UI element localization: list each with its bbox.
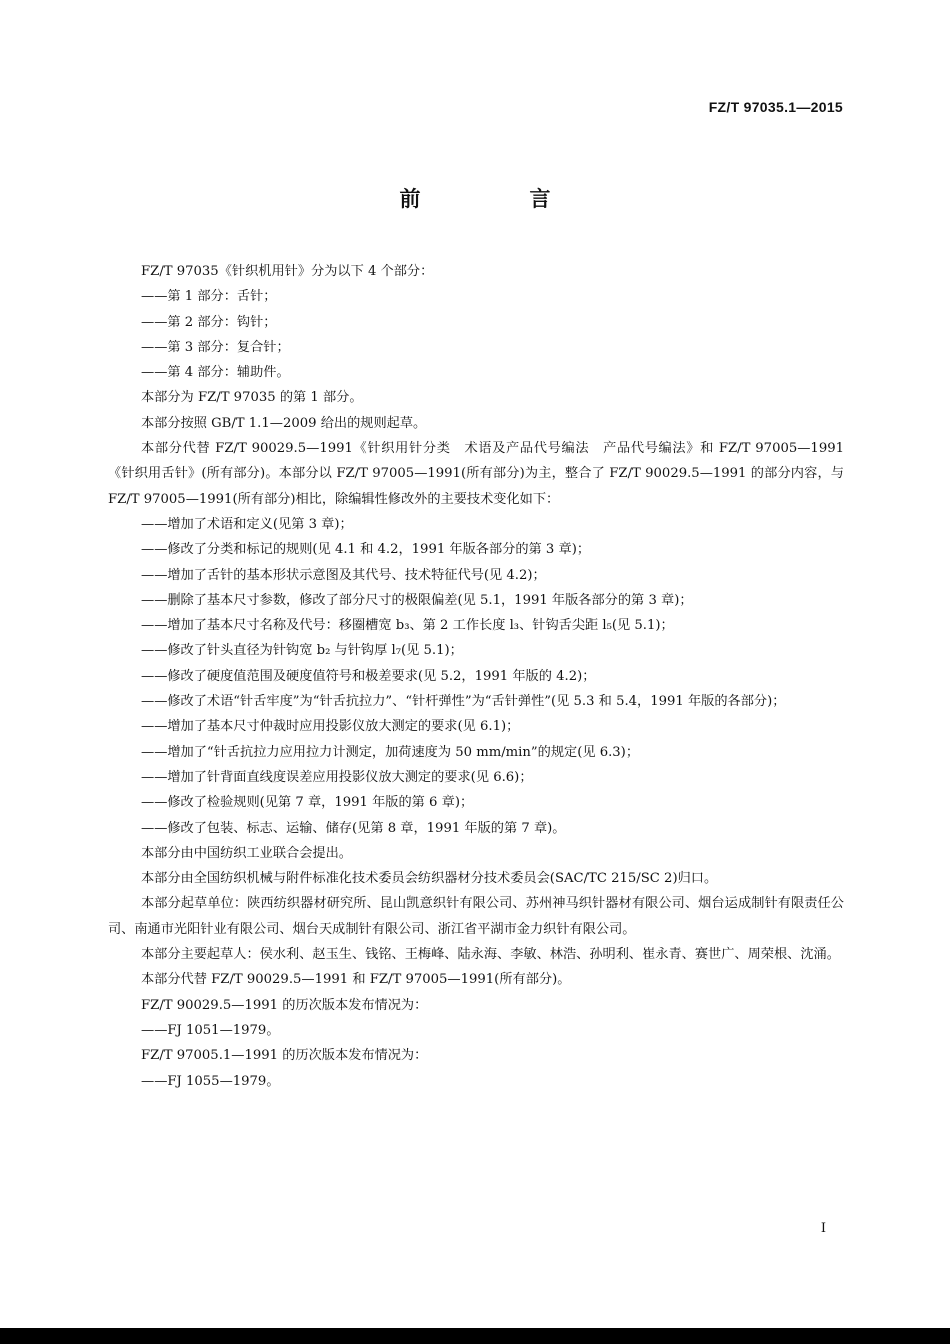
- list-item: ——增加了针背面直线度误差应用投影仪放大测定的要求(见 6.6)；: [141, 769, 533, 785]
- paragraph: 本部分由全国纺织机械与附件标准化技术委员会纺织器材分技术委员会(SAC/TC 215/SC 2)归口。: [141, 871, 718, 887]
- list-item: ——增加了基本尺寸名称及代号：移圈槽宽 b₃、第 2 工作长度 l₃、针钩舌尖距 l₅(见 5.1)；: [141, 618, 674, 634]
- list-item: ——修改了硬度值范围及硬度值符号和极差要求(见 5.2，1991 年版的 4.2)；: [141, 668, 596, 684]
- paragraph: 本部分起草单位：陕西纺织器材研究所、昆山凯意织针有限公司、苏州神马织针器材有限公司、烟台运成制针有限责任公司、南通市光阳针业有限公司、烟台天成制针有限公司、浙江省平湖市金力织针有限公司。: [108, 896, 844, 937]
- list-item: ——修改了检验规则(见第 7 章，1991 年版的第 6 章)；: [141, 795, 474, 811]
- list-item: ——第 3 部分：复合针；: [141, 339, 290, 355]
- paragraph: 本部分按照 GB/T 1.1—2009 给出的规则起草。: [141, 415, 427, 431]
- list-item: ——修改了术语“针舌牢度”为“针舌抗拉力”、“针杆弹性”为“舌针弹性”(见 5.3 和 5.4，1991 年版的各部分)；: [141, 694, 786, 710]
- list-item: ——第 1 部分：舌针；: [141, 289, 277, 305]
- list-item: ——修改了针头直径为针钩宽 b₂ 与针钩厚 l₇(见 5.1)；: [141, 643, 463, 659]
- paragraph: FZ/T 97035《针织机用针》分为以下 4 个部分：: [141, 264, 434, 279]
- paragraph: 本部分代替 FZ/T 90029.5—1991 和 FZ/T 97005—1991(所有部分)。: [141, 972, 571, 988]
- paragraph: 本部分为 FZ/T 97035 的第 1 部分。: [141, 390, 363, 406]
- list-item: ——第 2 部分：钩针；: [141, 314, 277, 330]
- list-item: ——第 4 部分：辅助件。: [141, 365, 290, 381]
- paragraph: FZ/T 97005.1—1991 的历次版本发布情况为：: [141, 1048, 428, 1064]
- page-title: 前 言: [399, 187, 595, 211]
- list-item: ——FJ 1051—1979。: [141, 1022, 280, 1038]
- list-item: ——FJ 1055—1979。: [141, 1073, 280, 1089]
- paragraph: 本部分主要起草人：侯水利、赵玉生、钱铭、王梅峰、陆永海、李敏、林浩、孙明利、崔永青、赛世广、周荣根、沈涌。: [141, 947, 840, 963]
- list-item: ——增加了舌针的基本形状示意图及其代号、技术特征代号(见 4.2)；: [141, 567, 546, 583]
- list-item: ——增加了“针舌抗拉力应用拉力计测定，加荷速度为 50 mm/min”的规定(见 6.3)；: [141, 744, 640, 760]
- list-item: ——修改了分类和标记的规则(见 4.1 和 4.2，1991 年版各部分的第 3 章)；: [141, 542, 591, 558]
- paragraph: 本部分代替 FZ/T 90029.5—1991《针织用针分类 术语及产品代号编法 产品代号编法》和 FZ/T 97005—1991《针织用舌针》(所有部分)。本部分以 FZ/T 97005—1991(所有部分)为主，整合了 FZ/T 90029.5—1991 的部分内容，与 FZ/T 97005—1991(所有部分)相比，除编辑性修改外的主要技术变化如下：: [108, 441, 844, 507]
- foreword-body: [108, 259, 844, 1094]
- list-item: ——增加了基本尺寸仲裁时应用投影仪放大测定的要求(见 6.1)；: [141, 719, 520, 735]
- paragraph: 本部分由中国纺织工业联合会提出。: [141, 845, 352, 861]
- list-item: ——修改了包装、标志、运输、储存(见第 8 章，1991 年版的第 7 章)。: [141, 820, 566, 836]
- paragraph: FZ/T 90029.5—1991 的历次版本发布情况为：: [141, 997, 428, 1013]
- page-number: I: [820, 1221, 826, 1236]
- document-code: FZ/T 97035.1—2015: [708, 99, 843, 115]
- list-item: ——增加了术语和定义(见第 3 章)；: [141, 516, 353, 532]
- bottom-border: [0, 1328, 950, 1344]
- list-item: ——删除了基本尺寸参数，修改了部分尺寸的极限偏差(见 5.1，1991 年版各部分的第 3 章)；: [141, 592, 693, 608]
